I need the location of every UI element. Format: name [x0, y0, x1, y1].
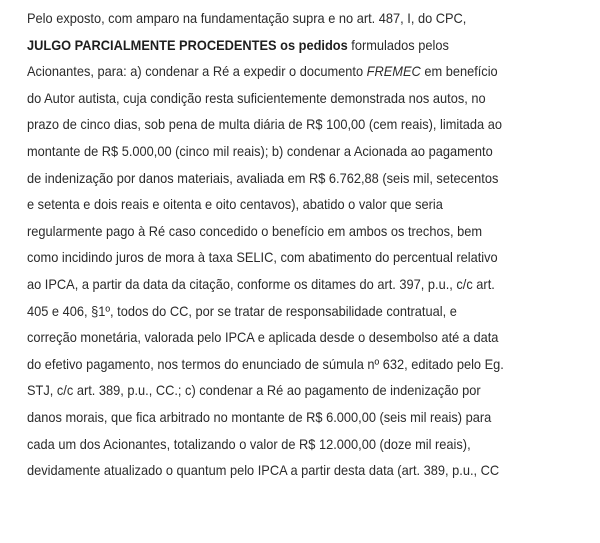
text-line-17: cada um dos Acionantes, totalizando o valor de R$ 12.000,00 (doze mil reais), [27, 435, 471, 452]
text-line-12: 405 e 406, §1º, todos do CC, por se tratar de responsabilidade contratual, e [27, 302, 457, 319]
text-line-4: do Autor autista, cuja condição resta suficientemente demonstrada nos autos, no [27, 89, 486, 106]
text-line-2-rest: formulados pelos [347, 36, 449, 53]
text-line-3-before: Acionantes, para: a) condenar a Ré a expedir o documento [27, 63, 367, 80]
text-line-5: prazo de cinco dias, sob pena de multa diária de R$ 100,00 (cem reais), limitada ao [27, 116, 502, 133]
text-line-8: e setenta e dois reais e oitenta e oito centavos), abatido o valor que seria [27, 196, 443, 213]
document-body [27, 8, 587, 487]
text-line-3-after: em benefício [420, 63, 498, 80]
text-line-11: ao IPCA, a partir da data da citação, conforme os ditames do art. 397, p.u., c/c art. [27, 275, 495, 292]
text-line-13: correção monetária, valorada pelo IPCA e aplicada desde o desembolso até a data [27, 329, 499, 346]
text-line-9: regularmente pago à Ré caso concedido o benefício em ambos os trechos, bem [27, 222, 483, 239]
text-line-18: devidamente atualizado o quantum pelo IPCA a partir desta data (art. 389, p.u., CC [27, 462, 500, 479]
text-line-1: Pelo exposto, com amparo na fundamentação supra e no art. 487, I, do CPC, [27, 10, 467, 26]
text-line-15: STJ, c/c art. 389, p.u., CC.; c) condenar a Ré ao pagamento de indenização por [27, 382, 481, 399]
text-line-2 [27, 35, 539, 62]
text-line-7: de indenização por danos materiais, avaliada em R$ 6.762,88 (seis mil, setecentos [27, 169, 499, 186]
text-line-10: como incidindo juros de mora à taxa SELIC, com abatimento do percentual relativo [27, 249, 498, 266]
bold-verdict-text: JULGO PARCIALMENTE PROCEDENTES os pedidos [27, 36, 348, 53]
text-line-14: do efetivo pagamento, nos termos do enunciado de súmula nº 632, editado pelo Eg. [27, 355, 504, 372]
text-line-3 [27, 61, 539, 88]
text-line-16: danos morais, que fica arbitrado no montante de R$ 6.000,00 (seis mil reais) para [27, 408, 492, 425]
italic-fremec-text: FREMEC [366, 63, 421, 80]
text-line-6: montante de R$ 5.000,00 (cinco mil reais); b) condenar a Acionada ao pagamento [27, 142, 493, 159]
